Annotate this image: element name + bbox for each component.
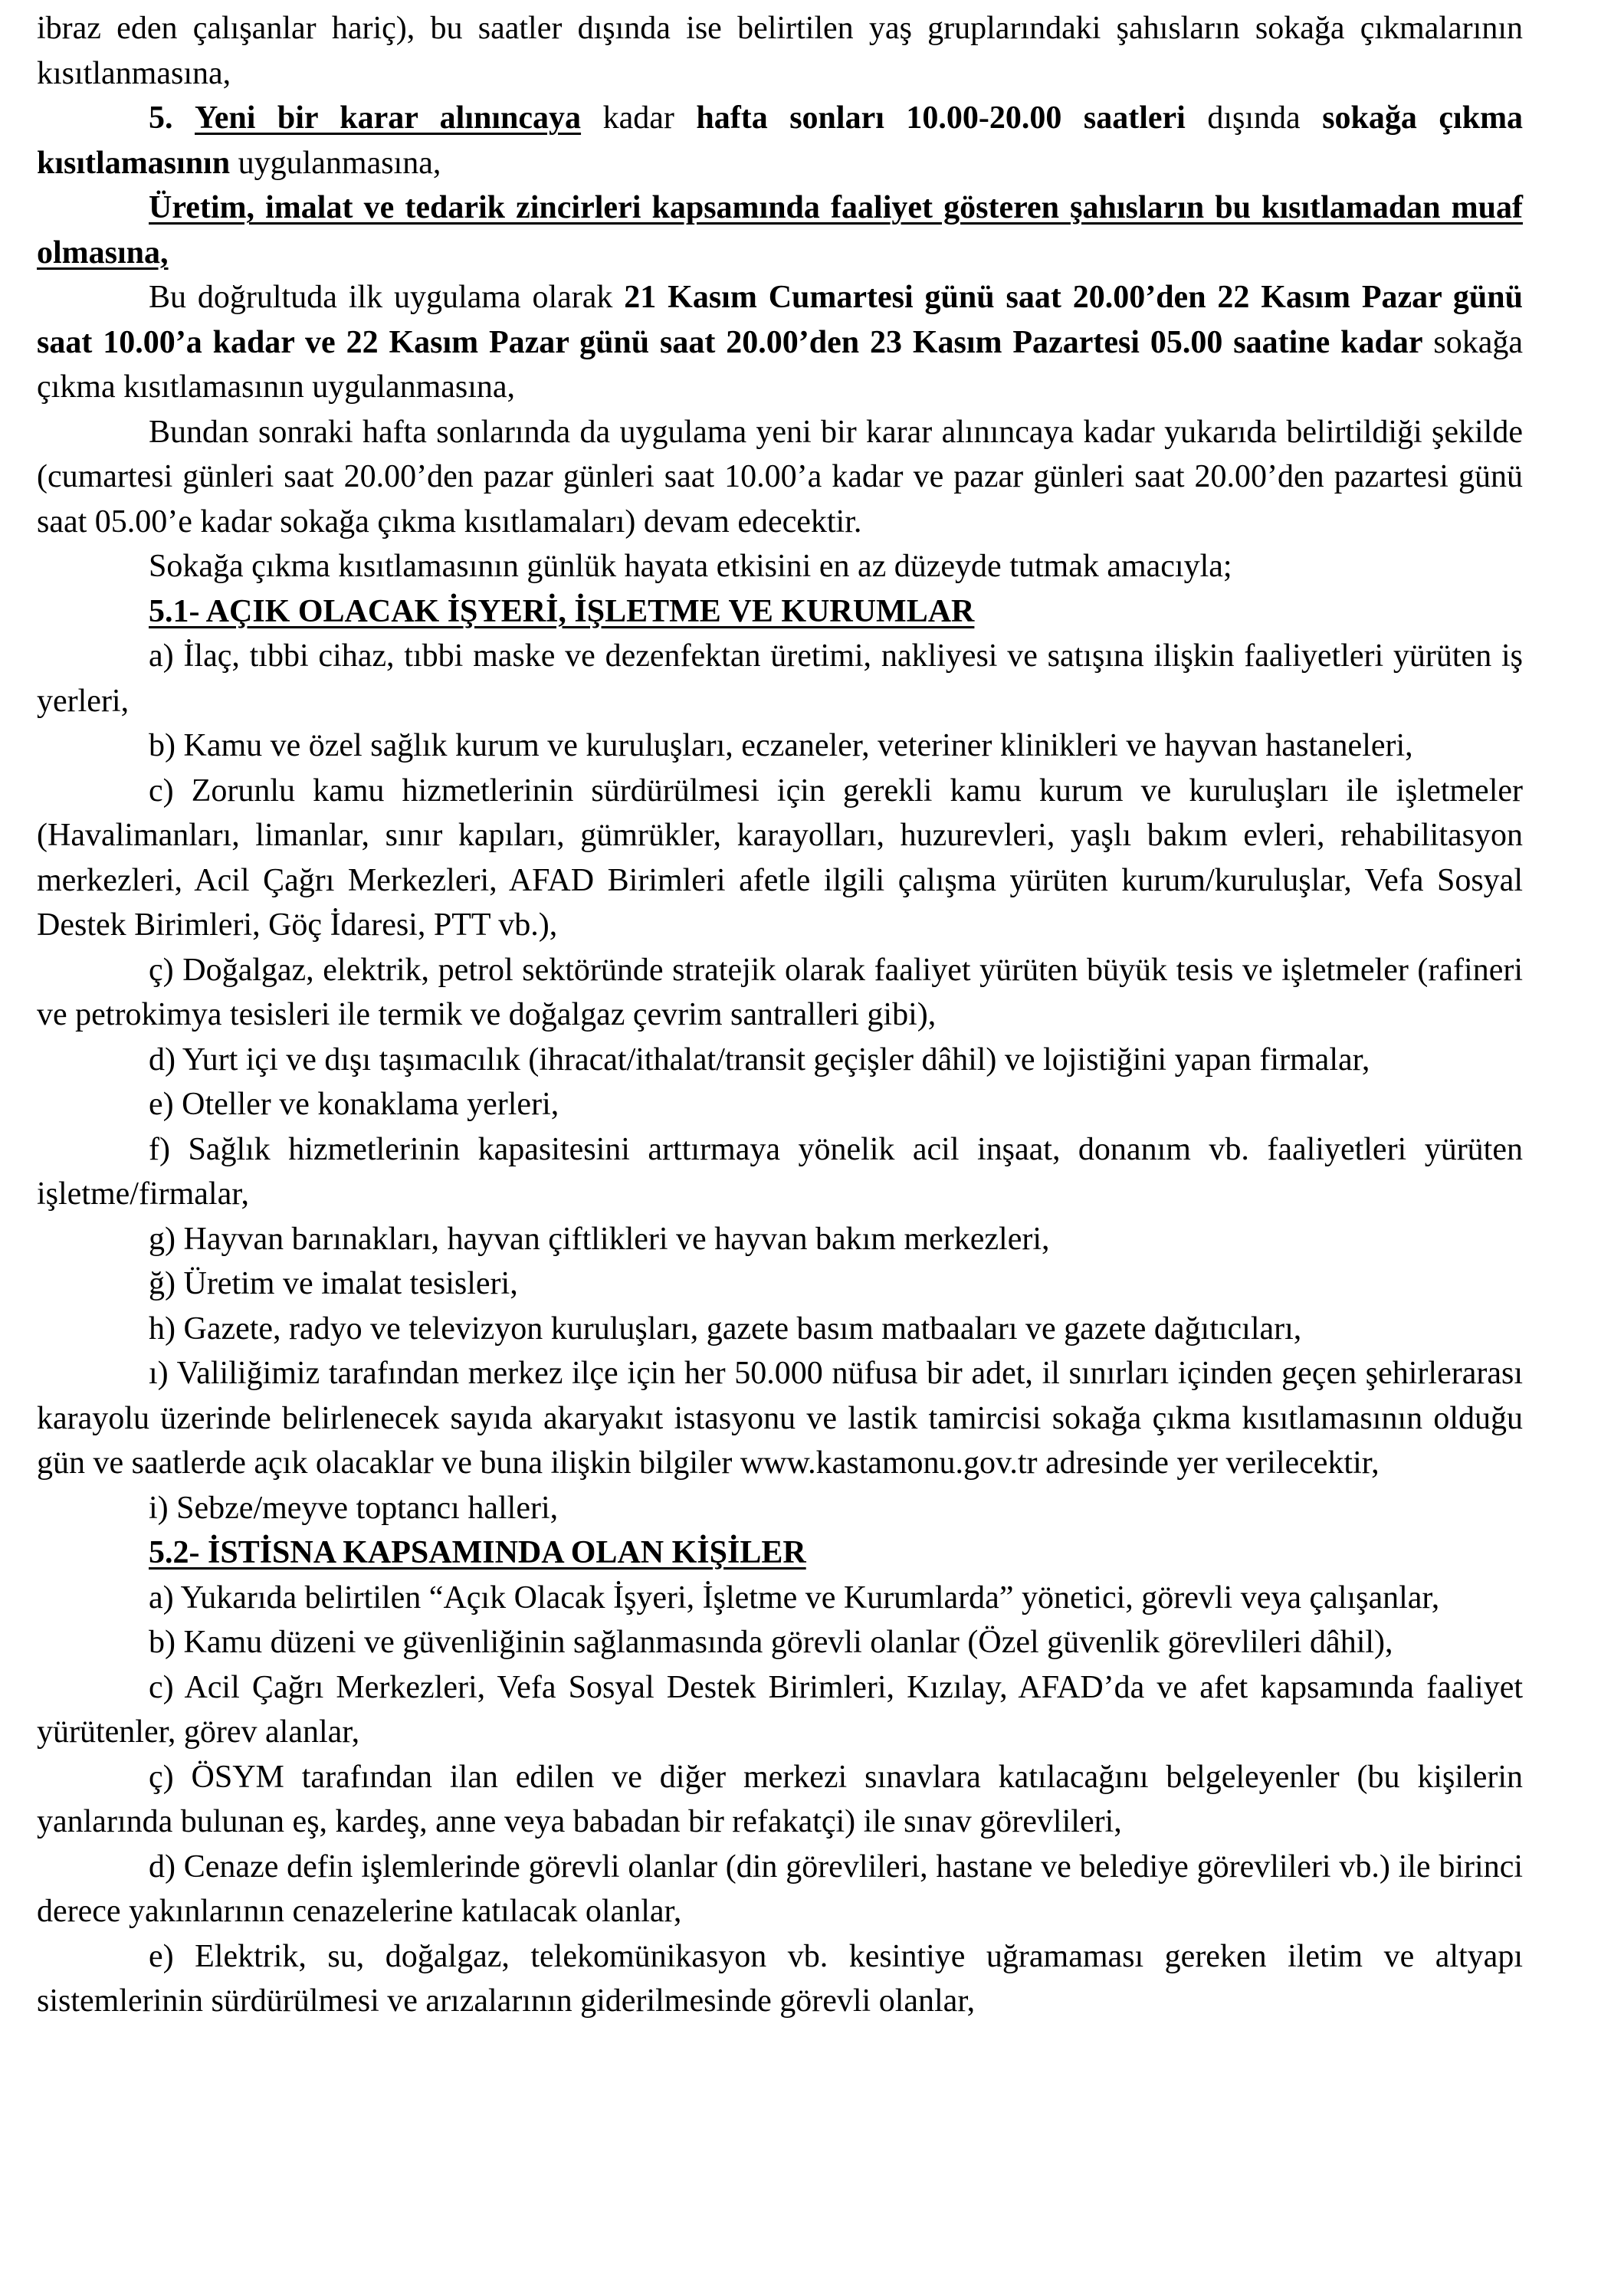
- list-item: c) Acil Çağrı Merkezleri, Vefa Sosyal Destek Birimleri, Kızılay, AFAD’da ve afet kapsamında faaliyet yürütenler, görev alanlar,: [37, 1669, 1523, 1750]
- first-application-intro: Bu doğrultuda ilk uygulama olarak: [149, 280, 613, 315]
- list-item: a) Yukarıda belirtilen “Açık Olacak İşyeri, İşletme ve Kurumlarda” yönetici, görevli veya çalışanlar,: [149, 1579, 1440, 1616]
- first-application-dates: 21 Kasım Cumartesi günü saat 20.00’den 22 Kasım Pazar günü saat 10.00’a kadar ve 22 Kasım Pazar günü saat 20.00’den 23 Kasım Pazartesi 05.00 saatine kadar: [37, 280, 1523, 360]
- list-item: c) Zorunlu kamu hizmetlerinin sürdürülmesi için gerekli kamu kurum ve kuruluşları ile işletmeler (Havalimanları, limanlar, sınır kapıları, gümrükler, karayolları, huzurevleri, yaşlı bakım evleri, rehabilitasyon merkezleri, Acil Çağrı Merkezleri, AFAD Birimleri afetle ilgili çalışma yürüten kurum/kuruluşlar, Vefa Sosyal Destek Birimleri, Göç İdaresi, PTT vb.),: [37, 773, 1523, 943]
- list-item: ç) ÖSYM tarafından ilan edilen ve diğer merkezi sınavlara katılacağını belgeleyenler (bu kişilerin yanlarında bulunan eş, kardeş, anne veya babadan bir refakatçi) ile sınav görevlileri,: [37, 1759, 1523, 1839]
- production-exemption: Üretim, imalat ve tedarik zincirleri kapsamında faaliyet gösteren şahısların bu kısıtlamadan muaf olmasına,: [37, 190, 1523, 271]
- subsequent-weekends-paragraph: Bundan sonraki hafta sonlarında da uygulama yeni bir karar alınıncaya kadar yukarıda belirtildiği şekilde (cumartesi günleri saat 20.00’den pazar günleri saat 10.00’a kadar ve pazar günleri saat 20.00’den pazartesi günü saat 05.00’e kadar sokağa çıkma kısıtlamaları) devam edecektir.: [37, 414, 1523, 540]
- list-item: ç) Doğalgaz, elektrik, petrol sektöründe stratejik olarak faaliyet yürüten büyük tesis ve işletmeler (rafineri ve petrokimya tesisleri ile termik ve doğalgaz çevrim santralleri gibi),: [37, 952, 1523, 1032]
- list-item: g) Hayvan barınakları, hayvan çiftlikleri ve hayvan bakım merkezleri,: [149, 1221, 1050, 1257]
- list-item: f) Sağlık hizmetlerinin kapasitesini arttırmaya yönelik acil inşaat, donanım vb. faaliyetleri yürüten işletme/firmalar,: [37, 1131, 1523, 1212]
- curfew-term: sokağa çıkma kısıtlamasının: [37, 100, 1524, 181]
- section-heading-exempt-persons: 5.2- İSTİSNA KAPSAMINDA OLAN KİŞİLER: [149, 1535, 806, 1570]
- list-item: h) Gazete, radyo ve televizyon kuruluşları, gazete basım matbaaları ve gazete dağıtıcıları,: [149, 1310, 1302, 1347]
- list-item: ı) Valiliğimiz tarafından merkez ilçe için her 50.000 nüfusa bir adet, il sınırları içinden geçen şehirlerarası karayolu üzerinde belirlenecek sayıda akaryakıt istasyonu ve lastik tamircisi sokağa çıkma kısıtlamasının olduğu gün ve saatlerde açık olacaklar ve buna ilişkin bilgiler www.kastamonu.gov.tr adresinde yer verilecektir,: [37, 1356, 1523, 1481]
- list-item: b) Kamu ve özel sağlık kurum ve kuruluşları, eczaneler, veteriner klinikleri ve hayvan hastaneleri,: [149, 728, 1413, 763]
- text-disinda: dışında: [1207, 100, 1301, 136]
- first-application-outro: sokağa çıkma kısıtlamasının uygulanmasına,: [37, 324, 1524, 405]
- exemption-paragraph: [37, 185, 1523, 275]
- text-uygulanmasina: uygulanmasına,: [238, 145, 441, 181]
- list-item: d) Yurt içi ve dışı taşımacılık (ihracat/ithalat/transit geçişler dâhil) ve lojistiğini yapan firmalar,: [149, 1042, 1370, 1078]
- item-number: 5.: [149, 100, 173, 136]
- section-heading-open-workplaces: 5.1- AÇIK OLACAK İŞYERİ, İŞLETME VE KURUMLAR: [149, 593, 975, 629]
- list-item: e) Elektrik, su, doğalgaz, telekomünikasyon vb. kesintiye uğramaması gereken iletim ve altyapı sistemlerinin sürdürülmesi ve arızalarının giderilmesinde görevli olanlar,: [37, 1938, 1523, 2019]
- text-kadar: kadar: [602, 100, 674, 136]
- paragraph-continuation: ibraz eden çalışanlar hariç), bu saatler dışında ise belirtilen yaş gruplarındaki şahısların sokağa çıkmalarının kısıtlanmasına,: [37, 11, 1523, 91]
- list-item: d) Cenaze defin işlemlerinde görevli olanlar (din görevlileri, hastane ve belediye görevlileri vb.) ile birinci derece yakınlarının cenazelerine katılacak olanlar,: [37, 1848, 1523, 1929]
- list-item: a) İlaç, tıbbi cihaz, tıbbi maske ve dezenfektan üretimi, nakliyesi ve satışına ilişkin faaliyetleri yürüten iş yerleri,: [37, 638, 1523, 719]
- purpose-paragraph: Sokağa çıkma kısıtlamasının günlük hayata etkisini en az düzeyde tutmak amacıyla;: [149, 549, 1232, 584]
- list-item: e) Oteller ve konaklama yerleri,: [149, 1087, 559, 1122]
- weekend-hours: hafta sonları 10.00-20.00 saatleri: [696, 100, 1186, 136]
- list-item: ğ) Üretim ve imalat tesisleri,: [149, 1266, 518, 1301]
- until-new-decision: Yeni bir karar alınıncaya: [195, 100, 582, 136]
- list-item: b) Kamu düzeni ve güvenliğinin sağlanmasında görevli olanlar (Özel güvenlik görevlileri dâhil),: [149, 1625, 1393, 1660]
- list-item: i) Sebze/meyve toptancı halleri,: [149, 1490, 559, 1526]
- first-application-paragraph: [37, 275, 1523, 410]
- paragraph-5: [37, 96, 1523, 185]
